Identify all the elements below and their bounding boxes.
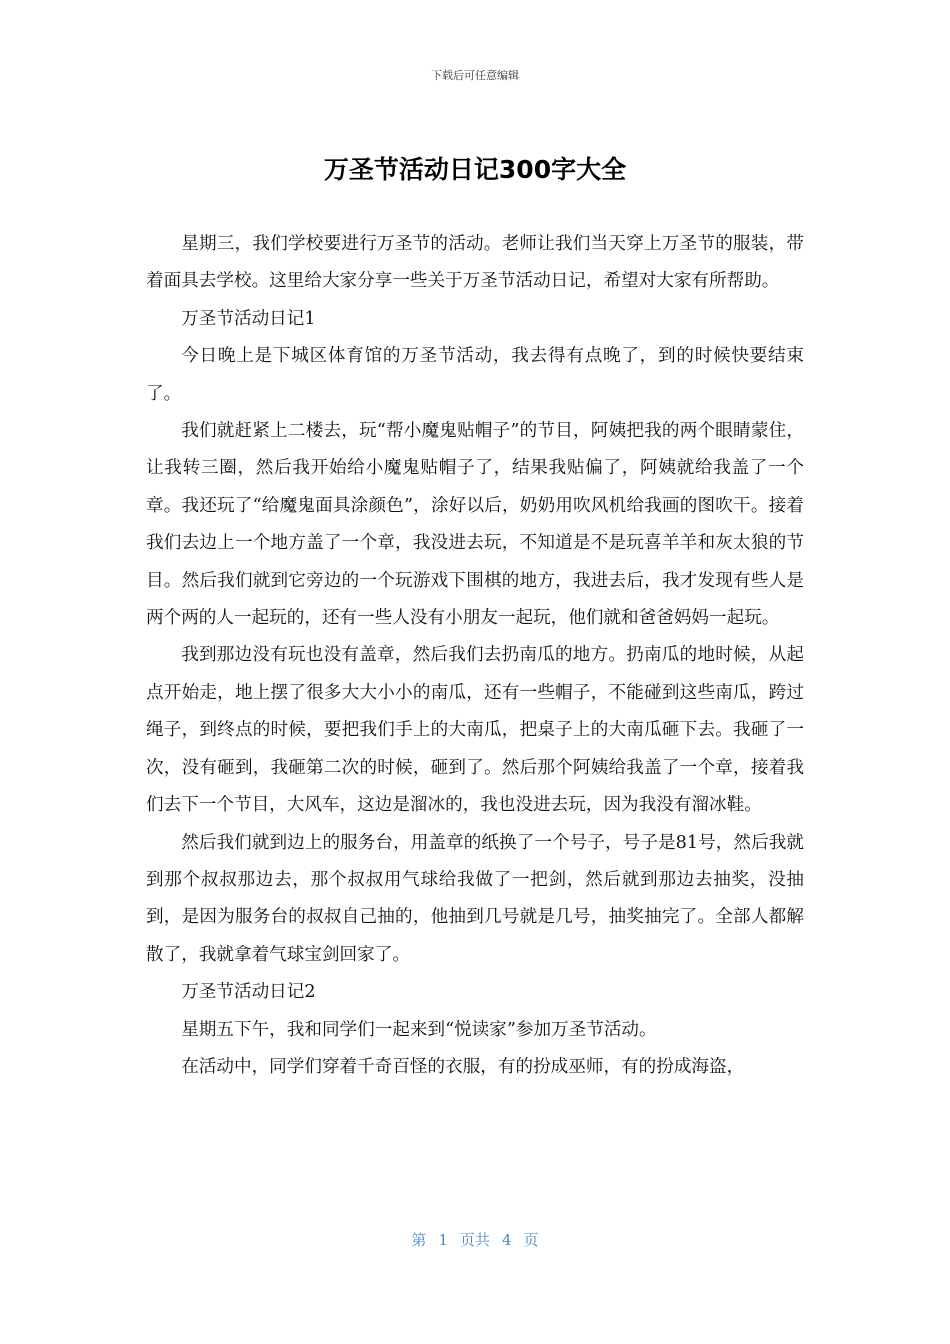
footer-suffix: 页	[523, 1231, 539, 1249]
page-header-note: 下载后可任意编辑	[431, 69, 519, 82]
footer-middle: 页共	[459, 1231, 490, 1249]
document-title: 万圣节活动日记300字大全	[323, 155, 627, 184]
page-number-footer	[0, 1229, 950, 1250]
body-paragraph: 然后我们就到边上的服务台，用盖章的纸换了一个号子，号子是81号，然后我就到那个叔叔那边去，那个叔叔用气球给我做了一把剑，然后就到那边去抽奖，没抽到，是因为服务台的叔叔自己抽的，他抽到几号就是几号，抽奖抽完了。全部人都解散了，我就拿着气球宝剑回家了。	[146, 832, 804, 965]
intro-paragraph: 星期三，我们学校要进行万圣节的活动。老师让我们当天穿上万圣节的服装，带着面具去学校。这里给大家分享一些关于万圣节活动日记，希望对大家有所帮助。	[146, 234, 804, 292]
section-heading-diary-2: 万圣节活动日记2	[181, 982, 316, 1003]
body-paragraph: 我到那边没有玩也没有盖章，然后我们去扔南瓜的地方。扔南瓜的地时候，从起点开始走，地上摆了很多大大小小的南瓜，还有一些帽子，不能碰到这些南瓜，跨过绳子，到终点的时候，要把我们手上的大南瓜，把桌子上的大南瓜砸下去。我砸了一次，没有砸到，我砸第二次的时候，砸到了。然后那个阿姨给我盖了一个章，接着我们去下一个节目，大风车，这边是溜冰的，我也没进去玩，因为我没有溜冰鞋。	[146, 645, 804, 816]
body-paragraph: 在活动中，同学们穿着千奇百怪的衣服，有的扮成巫师，有的扮成海盗，	[181, 1056, 745, 1077]
footer-prefix: 第	[411, 1231, 427, 1249]
document-body	[146, 226, 804, 1086]
footer-total-pages: 4	[502, 1231, 512, 1249]
body-paragraph: 星期五下午，我和同学们一起来到“悦读家”参加万圣节活动。	[181, 1019, 657, 1040]
body-paragraph: 今日晚上是下城区体育馆的万圣节活动，我去得有点晚了，到的时候快要结束了。	[146, 346, 804, 404]
section-heading-diary-1: 万圣节活动日记1	[181, 308, 316, 329]
footer-current-page: 1	[438, 1231, 448, 1249]
body-paragraph: 我们就赶紧上二楼去，玩“帮小魔鬼贴帽子”的节目，阿姨把我的两个眼睛蒙住，让我转三圈，然后我开始给小魔鬼贴帽子了，结果我贴偏了，阿姨就给我盖了一个章。我还玩了“给魔鬼面具涂颜色”，涂好以后，奶奶用吹风机给我画的图吹干。接着我们去边上一个地方盖了一个章，我没进去玩，不知道是不是玩喜羊羊和灰太狼的节目。然后我们就到它旁边的一个玩游戏下围棋的地方，我进去后，我才发现有些人是两个两的人一起玩的，还有一些人没有小朋友一起玩，他们就和爸爸妈妈一起玩。	[146, 421, 804, 629]
